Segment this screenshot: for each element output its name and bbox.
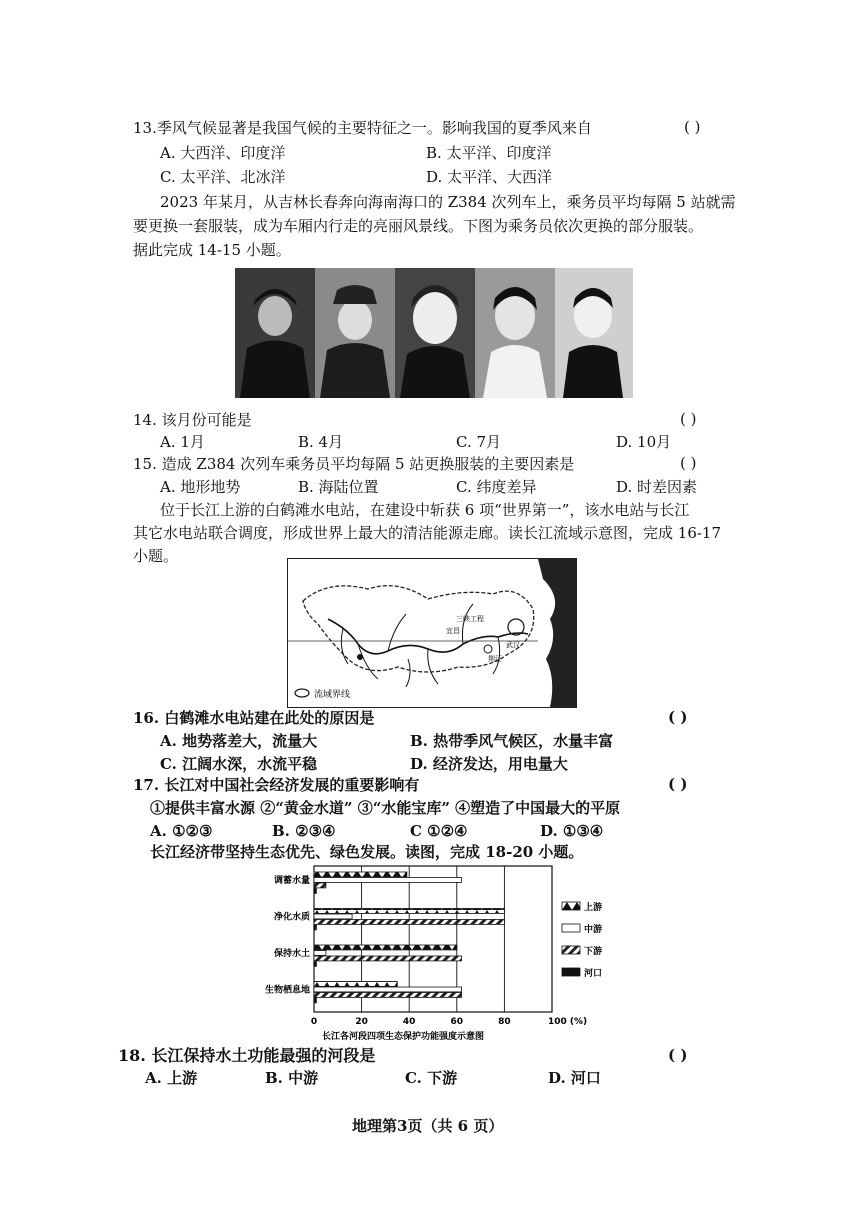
- q13-option-b: B. 太平洋、印度洋: [426, 144, 552, 162]
- passage1-line1: 2023 年某月，从吉林长春奔向海南海口的 Z384 次列车上，乘务员平均每隔 5 站就需: [160, 193, 736, 211]
- chart-legend-swatch: [562, 902, 580, 910]
- q13-option-c: C. 太平洋、北冰洋: [160, 168, 286, 186]
- chart-x-tick-label: 80: [498, 1017, 511, 1027]
- chart-legend-swatch: [562, 924, 580, 932]
- map-label-wuhan: 武汉: [506, 641, 520, 649]
- q13-option-a: A. 大西洋、印度洋: [160, 144, 286, 162]
- q16-option-a: A. 地势落差大，流量大: [160, 732, 318, 750]
- q17-option-b: B. ②③④: [272, 822, 336, 840]
- chart-legend-swatch: [562, 946, 580, 954]
- q13-answer-paren: ( ): [684, 118, 701, 136]
- passage2-line3: 小题。: [133, 547, 179, 565]
- q14-option-b: B. 4月: [298, 433, 344, 451]
- chart-bar: [314, 945, 457, 950]
- q18-stem: 18. 长江保持水土功能最强的河段是: [118, 1046, 376, 1065]
- chart-bar: [314, 909, 504, 914]
- chart-legend-label: 下游: [584, 947, 603, 957]
- chart-bar: [314, 993, 462, 998]
- q17-option-c: C ①②④: [410, 822, 468, 840]
- chart-bar: [314, 872, 407, 877]
- uniform-photo-strip: [235, 268, 633, 398]
- map-legend-label: 流域界线: [314, 690, 351, 700]
- chart-category-label: 保持水土: [273, 949, 310, 959]
- q15-option-a: A. 地形地势: [160, 478, 241, 496]
- q14-option-c: C. 7月: [456, 433, 502, 451]
- q15-stem: 15. 造成 Z384 次列车乘务员平均每隔 5 站更换服装的主要因素是: [133, 455, 575, 473]
- passage2-line1: 位于长江上游的白鹤滩水电站，在建设中斩获 6 项“世界第一”，该水电站与长江: [160, 501, 690, 519]
- chart-legend-label: 河口: [584, 969, 603, 979]
- q17-stem: 17. 长江对中国社会经济发展的重要影响有: [133, 776, 420, 794]
- chart-bar: [314, 925, 316, 930]
- q16-option-d: D. 经济发达，用电量大: [410, 755, 568, 773]
- chart-bar: [314, 951, 326, 956]
- q14-answer-paren: ( ): [680, 410, 697, 428]
- chart-bar: [314, 998, 316, 1003]
- chart-legend-label: 中游: [584, 925, 603, 935]
- map-legend-symbol: [295, 689, 309, 697]
- page-footer: 地理第3页（共 6 页）: [352, 1117, 504, 1135]
- chart-bar: [314, 987, 462, 992]
- q13-option-d: D. 太平洋、大西洋: [426, 168, 553, 186]
- q18-option-b: B. 中游: [265, 1069, 319, 1087]
- q18-option-d: D. 河口: [548, 1069, 601, 1087]
- q17-option-a: A. ①②③: [150, 822, 213, 840]
- chart-category-label: 净化水质: [273, 912, 310, 923]
- chart-bar: [314, 883, 326, 888]
- map-label-yichang: 宜昌: [446, 627, 460, 635]
- q13-stem: 13.季风气候显著是我国气候的主要特征之一。影响我国的夏季风来自: [133, 119, 592, 137]
- map-label-sanxia: 三峡工程: [456, 615, 484, 623]
- chart-svg: [252, 862, 622, 1046]
- yangtze-basin-map: [287, 558, 577, 708]
- chart-category-label: 生物栖息地: [264, 985, 310, 996]
- chart-bar: [314, 878, 462, 883]
- chart-title: 长江各河段四项生态保护功能强度示意图: [321, 1032, 485, 1042]
- q16-option-b: B. 热带季风气候区，水量丰富: [410, 732, 614, 750]
- q18-answer-paren: ( ): [668, 1046, 688, 1064]
- q15-answer-paren: ( ): [680, 454, 697, 472]
- q15-option-b: B. 海陆位置: [298, 478, 379, 496]
- chart-bar: [314, 982, 397, 987]
- chart-x-tick-label: 20: [355, 1017, 368, 1027]
- q17-option-d: D. ①③④: [540, 822, 604, 840]
- q14-option-d: D. 10月: [616, 433, 672, 451]
- q15-option-d: D. 时差因素: [616, 478, 698, 496]
- chart-legend-label: 上游: [584, 903, 603, 913]
- passage1-line2: 要更换一套服装，成为车厢内行走的亮丽风景线。下图为乘务员依次更换的部分服装。: [133, 217, 704, 235]
- q14-option-a: A. 1月: [160, 433, 205, 451]
- chart-bar: [314, 889, 316, 894]
- chart-category-label: 调蓄水量: [273, 876, 310, 886]
- passage3-line1: 长江经济带坚持生态优先、绿色发展。读图，完成 18-20 小题。: [150, 843, 584, 861]
- chart-x-tick-label: 60: [450, 1017, 464, 1027]
- passage1-line3: 据此完成 14-15 小题。: [133, 241, 291, 259]
- chart-legend-swatch: [562, 968, 580, 976]
- passage2-line2: 其它水电站联合调度，形成世界上最大的清洁能源走廊。读长江流域示意图，完成 16-17: [133, 524, 722, 542]
- q15-option-c: C. 纬度差异: [456, 478, 537, 496]
- q18-option-a: A. 上游: [145, 1069, 198, 1087]
- chart-x-tick-label: 0: [310, 1017, 318, 1027]
- chart-bar: [314, 962, 316, 967]
- map-label-jingjiang: 荆江: [488, 655, 502, 663]
- eco-function-chart: [252, 862, 622, 1046]
- chart-x-tick-label: 40: [402, 1017, 416, 1027]
- q18-option-c: C. 下游: [405, 1069, 458, 1087]
- q16-option-c: C. 江阔水深，水流平稳: [160, 755, 318, 773]
- q14-stem: 14. 该月份可能是: [133, 411, 252, 429]
- chart-bar: [314, 914, 352, 919]
- chart-x-tick-label: 100 (%): [548, 1017, 588, 1027]
- q17-statements: ①提供丰富水源 ②“黄金水道” ③“水能宝库” ④塑造了中国最大的平原: [150, 799, 621, 817]
- chart-bar: [314, 920, 504, 925]
- q16-stem: 16. 白鹤滩水电站建在此处的原因是: [133, 709, 375, 727]
- q16-answer-paren: ( ): [668, 708, 688, 726]
- q17-answer-paren: ( ): [668, 775, 688, 793]
- chart-bar: [314, 956, 462, 961]
